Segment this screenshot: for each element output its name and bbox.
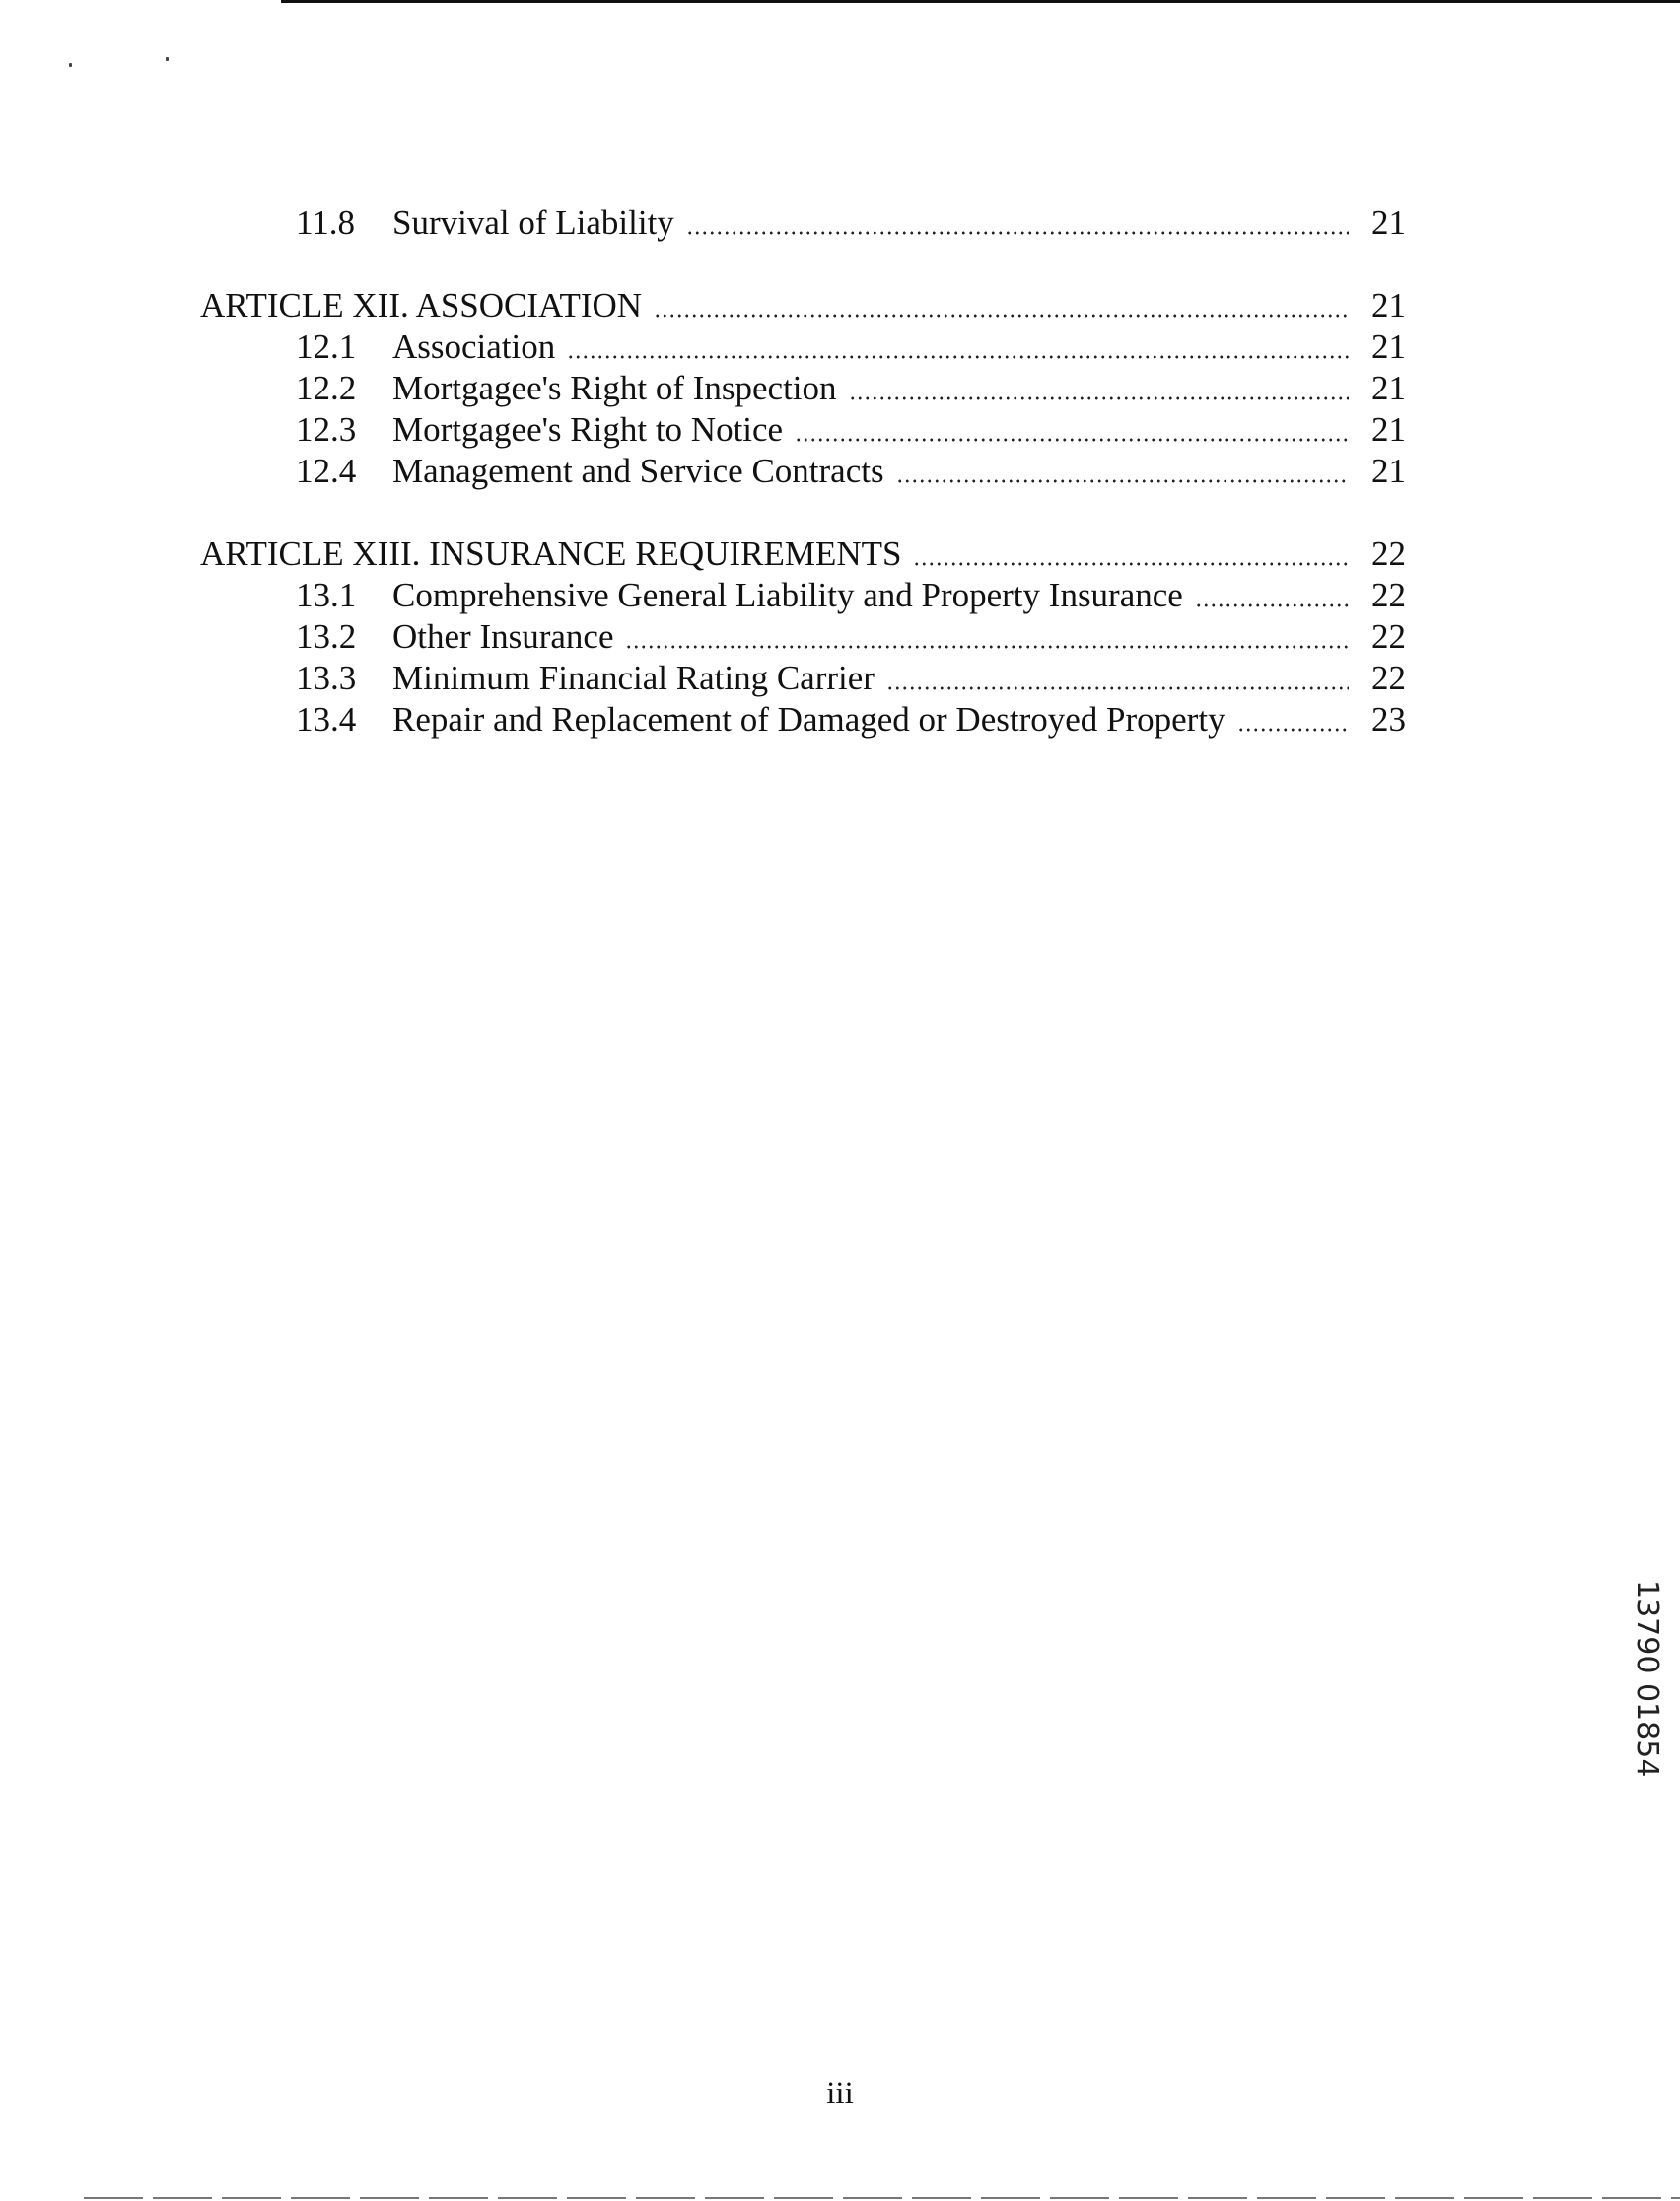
toc-entry-11-8[interactable] [296, 201, 1406, 245]
toc-entry-number: 12.2 [296, 369, 357, 407]
page-number: iii [826, 2076, 854, 2111]
toc-entry-12-3[interactable] [296, 408, 1406, 452]
toc-entry-page: 22 [1371, 534, 1406, 573]
document-control-number: 13790 01854 [1630, 1580, 1664, 1778]
toc-entry-number: 12.4 [296, 452, 357, 490]
toc-entry-page: 23 [1371, 700, 1406, 739]
dot-leader [913, 562, 1349, 566]
toc-entry-title: Association [392, 325, 561, 369]
toc-entry-page: 22 [1371, 617, 1406, 656]
toc-entry-page: 21 [1371, 369, 1406, 407]
toc-entry-12-4[interactable] [296, 450, 1406, 493]
toc-entry-number: 13.1 [296, 576, 357, 614]
toc-entry-13-2[interactable] [296, 615, 1406, 659]
toc-entry-number: 13.4 [296, 700, 357, 739]
toc-entry-number: 13.3 [296, 659, 357, 697]
toc-article-xii[interactable] [200, 284, 1406, 327]
toc-entry-page: 21 [1371, 203, 1406, 242]
toc-entry-title: Repair and Replacement of Damaged or Destroyed Property [392, 698, 1231, 742]
toc-entry-title: Mortgagee's Right of Inspection [392, 367, 843, 410]
toc-entry-13-3[interactable] [296, 657, 1406, 700]
toc-entry-12-2[interactable] [296, 367, 1406, 410]
dot-leader [567, 355, 1349, 359]
dot-leader [686, 231, 1349, 235]
toc-entry-number: 13.2 [296, 617, 357, 656]
toc-article-title: ARTICLE XIII. INSURANCE REQUIREMENTS [200, 532, 907, 576]
scan-speck [69, 63, 72, 67]
dot-leader [1195, 604, 1349, 607]
toc-entry-13-4[interactable] [296, 698, 1406, 742]
dot-leader [654, 314, 1349, 318]
toc-entry-page: 21 [1371, 410, 1406, 449]
dot-leader [849, 396, 1349, 400]
dot-leader [886, 686, 1349, 690]
toc-entry-number: 12.1 [296, 327, 357, 366]
toc-article-title: ARTICLE XII. ASSOCIATION [200, 284, 648, 327]
toc-entry-page: 21 [1371, 452, 1406, 490]
toc-entry-title: Survival of Liability [392, 201, 680, 245]
toc-entry-number: 11.8 [296, 203, 355, 242]
dot-leader [1237, 728, 1349, 732]
toc-entry-13-1[interactable] [296, 574, 1406, 617]
toc-entry-page: 22 [1371, 576, 1406, 614]
toc-entry-title: Minimum Financial Rating Carrier [392, 657, 880, 700]
toc-entry-number: 12.3 [296, 410, 357, 449]
dot-leader [625, 645, 1349, 649]
toc-entry-page: 21 [1371, 286, 1406, 324]
toc-entry-12-1[interactable] [296, 325, 1406, 369]
toc-article-xiii[interactable] [200, 532, 1406, 576]
dot-leader [795, 438, 1349, 442]
toc-entry-title: Comprehensive General Liability and Property Insurance [392, 574, 1189, 617]
toc-entry-page: 22 [1371, 659, 1406, 697]
top-border-line [281, 0, 1680, 3]
dot-leader [896, 479, 1349, 483]
toc-entry-title: Management and Service Contracts [392, 450, 890, 493]
toc-entry-title: Mortgagee's Right to Notice [392, 408, 789, 452]
scan-speck [166, 57, 169, 61]
toc-entry-page: 21 [1371, 327, 1406, 366]
toc-entry-title: Other Insurance [392, 615, 619, 659]
bottom-border-line [84, 2197, 1680, 2199]
